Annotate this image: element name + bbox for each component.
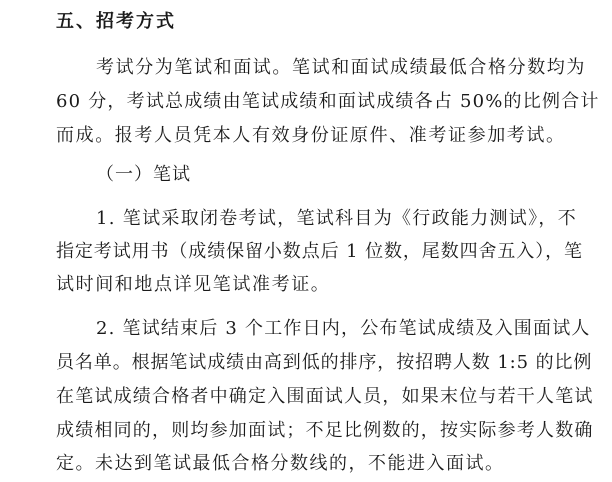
intro-line-2: 60 分，考试总成绩由笔试成绩和面试成绩各占 50%的比例合计 <box>56 91 600 112</box>
item1-line-2: 指定考试用书（成绩保留小数点后 1 位数，尾数四舍五入），笔 <box>56 241 583 262</box>
item1-line-3: 试时间和地点详见笔试准考证。 <box>56 274 331 295</box>
item1-line-1: 1. 笔试采取闭卷考试，笔试科目为《行政能力测试》，不 <box>96 208 577 229</box>
item2-line-2: 员名单。根据笔试成绩由高到低的排序，按招聘人数 1:5 的比例 <box>56 352 593 373</box>
intro-line-1: 考试分为笔试和面试。笔试和面试成绩最低合格分数均为 <box>96 57 586 78</box>
item2-line-4: 成绩相同的，则均参加面试；不足比例数的，按实际参考人数确 <box>56 420 594 441</box>
item2-line-5: 定。未达到笔试最低合格分数线的，不能进入面试。 <box>56 453 505 474</box>
intro-line-3: 而成。报考人员凭本人有效身份证原件、准考证参加考试。 <box>56 125 566 146</box>
item2-line-1: 2. 笔试结束后 3 个工作日内，公布笔试成绩及入围面试人 <box>96 318 591 339</box>
subsection-heading: （一）笔试 <box>96 164 191 185</box>
section-heading: 五、招考方式 <box>56 11 176 32</box>
item2-line-3: 在笔试成绩合格者中确定入围面试人员，如果末位与若干人笔试 <box>56 386 594 407</box>
